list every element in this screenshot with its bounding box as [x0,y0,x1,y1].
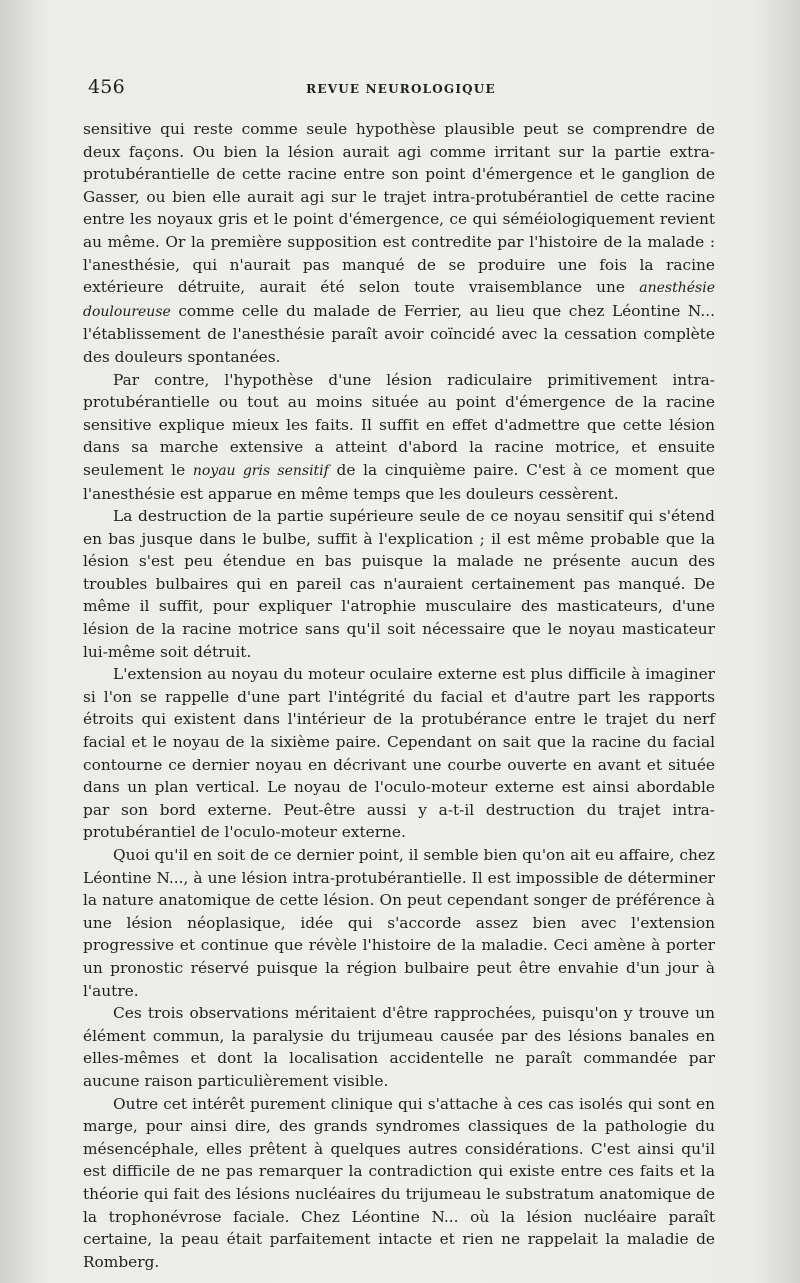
paragraph-2-text-a: Par contre, l'hypothèse d'une lésion radiculaire primitivement intra-protubérantielle ou tout au moins située au point d'émergence de la racine sensitive explique mieux les faits. Il suffit en effet d'admettre que cette lésion dans sa marche extensive a atteint d'abord la racine motrice, et ensuite seulement le [83,370,715,479]
paragraph-5: Quoi qu'il en soit de ce dernier point, il semble bien qu'on ait eu affaire, chez Léontine N..., à une lésion intra-protubérantielle. Il est impossible de déterminer la nature anatomique de cette lésion. On peut cependant songer de préférence à une lésion néoplasique, idée qui s'accorde assez bien avec l'extension progressive et continue que révèle l'histoire de la maladie. Ceci amène à porter un pronostic réservé puisque la région bulbaire peut être envahie d'un jour à l'autre. [83,846,715,1000]
paragraph-1 [83,118,715,369]
paragraph-2-text-b: de la cinquième paire. C'est à ce moment que l'anesthésie est apparue en même temps que les douleurs cessèrent. [83,460,715,503]
italic-term-anesthesie-douloureuse: anesthésie douloureuse [83,280,715,320]
running-title: REVUE NEUROLOGIQUE [306,82,496,96]
page-header [88,76,714,104]
article-body [83,118,715,1273]
paragraph-4: L'extension au noyau du moteur oculaire externe est plus difficile à imaginer si l'on se rappelle d'une part l'intégrité du facial et d'autre part les rapports étroits qui existent dans l'intérieur de la protubérance entre le trajet du nerf facial et le noyau de la sixième paire. Cependant on sait que la racine du facial contourne ce dernier noyau en décrivant une courbe ouverte en avant et située dans un plan vertical. Le noyau de l'oculo-moteur externe est ainsi abordable par son bord externe. Peut-être aussi y a-t-il destruction du trajet intra-protubérantiel de l'oculo-moteur externe. [83,665,715,842]
paragraph-3: La destruction de la partie supérieure seule de ce noyau sensitif qui s'étend en bas jusque dans le bulbe, suffit à l'explication ; il est même probable que la lésion s'est peu étendue en bas puisque la malade ne présente aucun des troubles bulbaires qui en pareil cas n'auraient certainement pas manqué. De même il suffit, pour expliquer l'atrophie musculaire des masticateurs, d'une lésion de la racine motrice sans qu'il soit nécessaire que le noyau masticateur lui-même soit détruit. [83,507,715,661]
paragraph-1-text-b: comme celle du malade de Ferrier, au lieu que chez Léontine N... l'établissement de l'anesthésie paraît avoir coïncidé avec la cessation complète des douleurs spontanées. [83,301,715,366]
italic-term-noyau-gris-sensitif: noyau gris sensitif [192,462,329,479]
paragraph-2 [83,369,715,506]
paragraph-7: Outre cet intérêt purement clinique qui s'attache à ces cas isolés qui sont en marge, pour ainsi dire, des grands syndromes classiques de la pathologie du mésencéphale, elles prêtent à quelques autres considérations. C'est ainsi qu'il est difficile de ne pas remarquer la contradiction qui existe entre ces faits et la théorie qui fait des lésions nucléaires du trijumeau le substratum anatomique de la trophonévrose faciale. Chez Léontine N... où la lésion nucléaire paraît certaine, la peau était parfaitement intacte et rien ne rappelait la maladie de Romberg. [83,1094,715,1271]
paragraph-6: Ces trois observations méritaient d'être rapprochées, puisqu'on y trouve un élément commun, la paralysie du trijumeau causée par des lésions banales en elles-mêmes et dont la localisation accidentelle ne paraît commandée par aucune raison particulièrement visible. [83,1004,715,1090]
paragraph-1-text-a: sensitive qui reste comme seule hypothèse plausible peut se comprendre de deux façons. Ou bien la lésion aurait agi comme irritant sur la partie extra-protubérantielle de cette racine entre son point d'émergence et le ganglion de Gasser, ou bien elle aurait agi sur le trajet intra-protubérantiel de cette racine entre les noyaux gris et le point d'émergence, ce qui séméiologiquement revient au même. Or la première supposition est contredite par l'histoire de la malade : l'anesthésie, qui n'aurait pas manqué de se produire une fois la racine extérieure détruite, aurait été selon toute vraisemblance une [83,120,715,297]
page-number: 456 [88,76,125,98]
